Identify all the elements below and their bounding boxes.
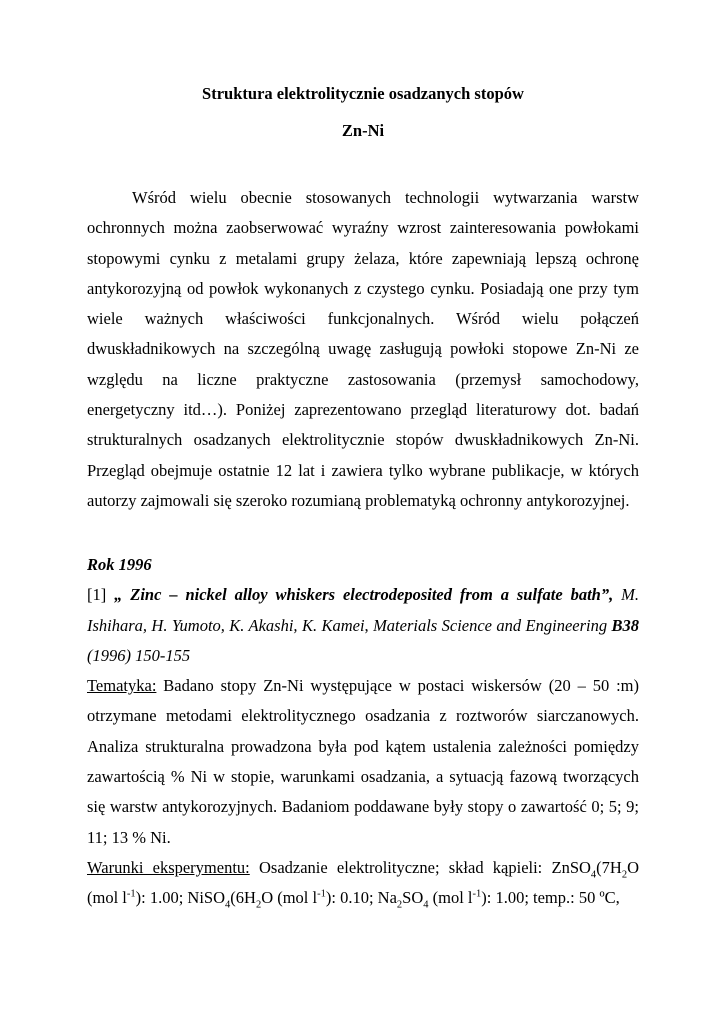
year-heading: Rok 1996 (87, 555, 152, 575)
conditions-text: O (mol l (261, 888, 318, 908)
reference-title: „ Zinc – nickel alloy whiskers electrodeposited from a sulfate bath”, (114, 585, 614, 605)
document-page (87, 84, 639, 914)
reference-pages: (1996) 150-155 (87, 645, 191, 665)
conditions-text: ): 0.10; Na (325, 888, 397, 908)
topic-label: Tematyka: (87, 676, 157, 696)
superscript: -1 (317, 888, 326, 900)
superscript: -1 (472, 888, 482, 900)
reference-separator: , (364, 615, 374, 635)
conditions-text: (mol l (428, 888, 473, 908)
subscript: 4 (590, 869, 597, 881)
document-subtitle: Zn-Ni (341, 121, 385, 140)
conditions-text: ): 1.00; temp.: 50 ºC, (481, 888, 620, 908)
subscript: 2 (396, 899, 403, 911)
topic-paragraph (87, 671, 639, 853)
reference-volume: B38 (611, 615, 639, 635)
reference-entry (87, 580, 639, 671)
conditions-label: Warunki eksperymentu: (87, 857, 250, 877)
intro-paragraph: Wśród wielu obecnie stosowanych technologii wytwarzania warstw ochronnych można zaobserwować wyraźny wzrost zainteresowania powłokami stopowymi cynku z metalami grupy żelaza, które zapewniają lepszą ochronę antykorozyjną od powłok wykonanych z czystego cynku. Posiadają one przy tym wiele ważnych właściwości funkcjonalnych. Wśród wielu połączeń dwuskładnikowych na szczególną uwagę zasługują powłoki stopowe Zn-Ni ze względu na liczne praktyczne zastosowania (przemysł samochodowy, energetyczny itd…). Poniżej zaprezentowano przegląd literaturowy dot. badań strukturalnych osadzanych elektrolitycznie stopów dwuskładnikowych Zn-Ni. Przegląd obejmuje ostatnie 12 lat i zawiera tylko wybrane publikacje, w których autorzy zajmowali się szeroko rozumianą problematyką ochronny antykorozyjnej. (87, 188, 639, 510)
reference-authors: M. Ishihara, H. Yumoto, K. Akashi, K. Kamei (87, 585, 640, 635)
document-title: Struktura elektrolitycznie osadzanych stopów (202, 84, 524, 103)
superscript: -1 (126, 888, 136, 900)
subscript: 4 (225, 899, 231, 911)
topic-text: Badano stopy Zn-Ni występujące w postaci wiskersów (20 – 50 :m) otrzymane metodami elektrolitycznego osadzania z roztworów siarczanowych. Analiza strukturalna prowadzona była pod kątem ustalenia zależności pomiędzy zawartością % Ni w stopie, warunkami osadzania, a sytuacją fazową tworzących się warstw antykorozyjnych. Badaniom poddawane były stopy o zawartość 0; 5; 9; 11; 13 % Ni. (87, 676, 640, 847)
subscript: 2 (255, 899, 262, 911)
conditions-text: (7H (596, 857, 622, 877)
conditions-paragraph (87, 853, 639, 914)
reference-number: [1] (87, 585, 107, 605)
conditions-text: O (mol l (87, 857, 639, 908)
reference-journal: Materials Science and Engineering (373, 615, 608, 635)
subscript: 2 (621, 869, 628, 881)
conditions-text: Osadzanie elektrolityczne; skład kąpieli: ZnSO (258, 857, 591, 877)
conditions-text: ): 1.00; NiSO (135, 888, 226, 908)
subscript: 4 (423, 899, 429, 911)
conditions-text: (6H (230, 888, 256, 908)
conditions-text: SO (402, 888, 424, 908)
